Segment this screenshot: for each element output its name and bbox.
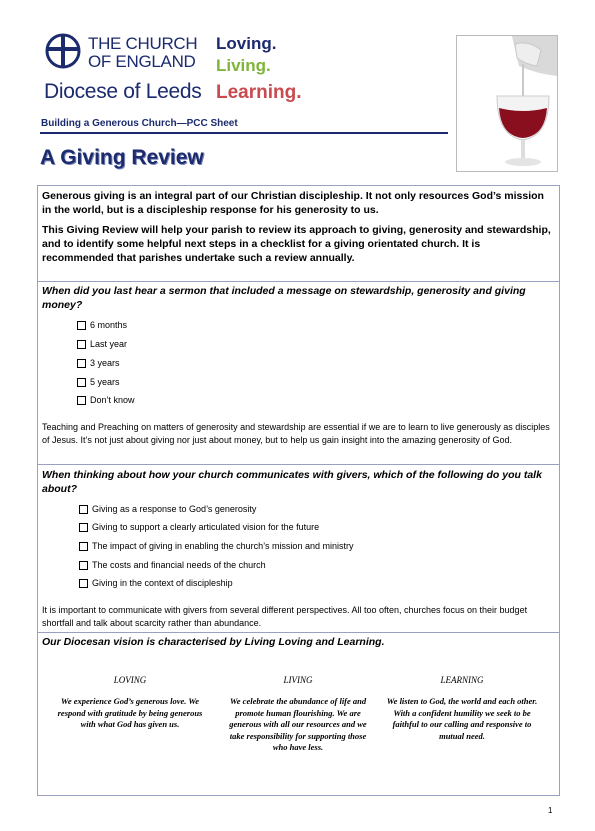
checkbox[interactable] [79, 542, 88, 551]
intro-paragraph-2: This Giving Review will help your parish to review its approach to giving, generosity and stewardship, and to identify some helpful next steps in a checklist for a giving orientated church. It is recommended that parishes undertake such a review annually. [42, 224, 551, 264]
vision-text-loving: We experience God’s generous love. We respond with gratitude by being generous with what God has given us. [57, 696, 203, 729]
logo-text-line1: THE CHURCH [88, 34, 198, 53]
option-last-year[interactable]: Last year [77, 339, 127, 350]
note-communication: It is important to communicate with givers from several different perspectives. All too often, churches focus on their budget shortfall and talk about scarcity rather than abundance. [42, 605, 528, 628]
header-divider [40, 132, 448, 134]
checkbox[interactable] [79, 523, 88, 532]
vision-text-living: We celebrate the abundance of life and promote human flourishing. We are generous with all our resources and we take responsibility for supporting those who have less. [229, 696, 367, 752]
vision-title-learning: LEARNING [440, 675, 484, 685]
tagline-learning: Learning. [216, 82, 302, 103]
option-discipleship[interactable]: Giving in the context of discipleship [79, 578, 233, 589]
section-divider [38, 632, 559, 633]
question-communication: When thinking about how your church communicates with givers, which of the following do you talk about? [42, 469, 542, 495]
option-response-to-generosity[interactable]: Giving as a response to God’s generosity [79, 504, 256, 515]
vision-column-learning [386, 674, 538, 742]
vision-column-loving [54, 674, 206, 731]
diocese-logo [44, 32, 334, 106]
checkbox[interactable] [77, 340, 86, 349]
wine-glass-image [456, 35, 558, 172]
vision-text-learning: We listen to God, the world and each other. With a confident humility we seek to be faithful to our calling and responsive to mutual need. [386, 696, 538, 741]
diocese-name: Diocese of Leeds [44, 80, 202, 103]
section-divider [38, 281, 559, 282]
option-support-vision[interactable]: Giving to support a clearly articulated vision for the future [79, 522, 319, 533]
logo-text-line2: OF ENGLAND [88, 52, 196, 71]
question-sermon: When did you last hear a sermon that included a message on stewardship, generosity and giving money? [42, 285, 526, 311]
option-3-years[interactable]: 3 years [77, 358, 120, 369]
vision-column-living [222, 674, 374, 754]
page-title: A Giving Review [40, 146, 204, 169]
checkbox[interactable] [79, 505, 88, 514]
checkbox[interactable] [77, 378, 86, 387]
checkbox[interactable] [79, 561, 88, 570]
page-number: 1 [548, 806, 553, 815]
vision-title-loving: LOVING [113, 675, 147, 685]
intro-paragraph-1: Generous giving is an integral part of our Christian discipleship. It not only resources God’s mission in the world, but is a discipleship response for his generosity to us. [42, 190, 544, 216]
option-6-months[interactable]: 6 months [77, 320, 127, 331]
church-of-england-cross-icon [44, 32, 82, 70]
section-divider [38, 464, 559, 465]
vision-title-living: LIVING [283, 675, 313, 685]
vision-heading: Our Diocesan vision is characterised by Living Loving and Learning. [42, 636, 385, 648]
option-impact-of-giving[interactable]: The impact of giving in enabling the church’s mission and ministry [79, 541, 353, 552]
note-teaching: Teaching and Preaching on matters of generosity and stewardship are essential if we are to learn to live generously as disciples of Jesus. It’s not just about giving nor just about money, but to help us gain insight into the amazing generosity of God. [42, 422, 550, 445]
checkbox[interactable] [77, 359, 86, 368]
option-costs-and-needs[interactable]: The costs and financial needs of the church [79, 560, 266, 571]
sheet-subtitle: Building a Generous Church—PCC Sheet [41, 118, 238, 129]
option-dont-know[interactable]: Don’t know [77, 395, 135, 406]
review-form [37, 185, 560, 796]
checkbox[interactable] [77, 396, 86, 405]
tagline-loving: Loving. [216, 34, 277, 53]
option-5-years[interactable]: 5 years [77, 377, 120, 388]
checkbox[interactable] [79, 579, 88, 588]
tagline-living: Living. [216, 56, 271, 75]
checkbox[interactable] [77, 321, 86, 330]
